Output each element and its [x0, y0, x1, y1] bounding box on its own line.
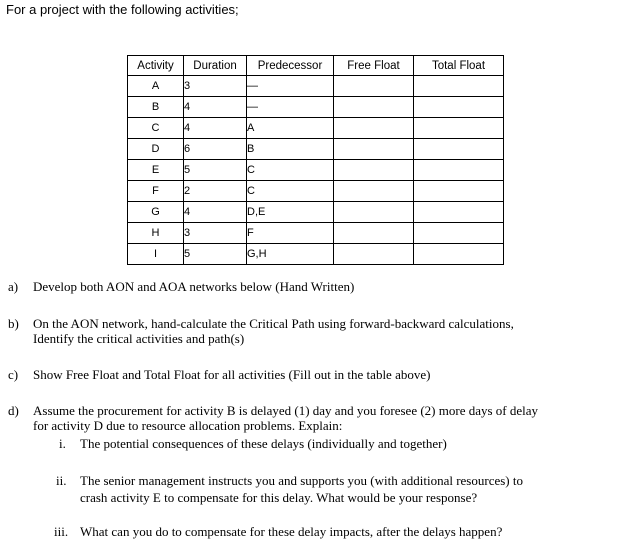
table-row [128, 139, 504, 160]
cell-duration: 4 [184, 118, 247, 139]
header-activity: Activity [128, 56, 184, 76]
subquestion-text: The potential consequences of these delays (individually and together) [80, 436, 447, 451]
header-total-float: Total Float [414, 56, 504, 76]
question-label: d) [8, 403, 19, 418]
cell-duration: 4 [184, 97, 247, 118]
cell-duration: 3 [184, 76, 247, 97]
cell-predecessor: C [247, 160, 334, 181]
cell-duration: 5 [184, 244, 247, 265]
cell-predecessor: D,E [247, 202, 334, 223]
cell-duration: 6 [184, 139, 247, 160]
subquestion-text: crash activity E to compensate for this delay. What would be your response? [80, 490, 478, 505]
cell-predecessor: F [247, 223, 334, 244]
cell-predecessor: A [247, 118, 334, 139]
cell-activity: A [128, 76, 184, 97]
header-predecessor: Predecessor [247, 56, 334, 76]
table-row [128, 223, 504, 244]
table-row [128, 202, 504, 223]
cell-total-float[interactable] [414, 76, 504, 97]
cell-predecessor: — [247, 76, 334, 97]
cell-duration: 2 [184, 181, 247, 202]
cell-total-float[interactable] [414, 160, 504, 181]
table-row [128, 118, 504, 139]
table-row [128, 76, 504, 97]
cell-total-float[interactable] [414, 202, 504, 223]
cell-activity: B [128, 97, 184, 118]
cell-predecessor: C [247, 181, 334, 202]
cell-total-float[interactable] [414, 244, 504, 265]
cell-predecessor: G,H [247, 244, 334, 265]
question-text: On the AON network, hand-calculate the Critical Path using forward-backward calculations, [33, 316, 514, 331]
question-label: c) [8, 367, 19, 382]
cell-free-float[interactable] [334, 202, 414, 223]
question-label: a) [8, 279, 19, 294]
cell-total-float[interactable] [414, 181, 504, 202]
intro-text: For a project with the following activities; [6, 2, 239, 17]
activity-table [127, 55, 504, 265]
table-row [128, 97, 504, 118]
cell-free-float[interactable] [334, 223, 414, 244]
subquestion-text: What can you do to compensate for these delay impacts, after the delays happen? [80, 524, 503, 539]
cell-total-float[interactable] [414, 139, 504, 160]
cell-total-float[interactable] [414, 118, 504, 139]
cell-activity: E [128, 160, 184, 181]
subquestion-text: The senior management instructs you and supports you (with additional resources) to [80, 473, 523, 488]
question-text: Identify the critical activities and path(s) [33, 331, 245, 346]
cell-activity: C [128, 118, 184, 139]
subquestion-label: i. [59, 436, 66, 451]
cell-duration: 4 [184, 202, 247, 223]
cell-free-float[interactable] [334, 181, 414, 202]
cell-free-float[interactable] [334, 139, 414, 160]
question-text: Develop both AON and AOA networks below (Hand Written) [33, 279, 355, 294]
question-text: Show Free Float and Total Float for all activities (Fill out in the table above) [33, 367, 431, 382]
cell-predecessor: B [247, 139, 334, 160]
cell-free-float[interactable] [334, 244, 414, 265]
question-text: for activity D due to resource allocation problems. Explain: [33, 418, 343, 433]
cell-predecessor: — [247, 97, 334, 118]
cell-total-float[interactable] [414, 97, 504, 118]
cell-activity: G [128, 202, 184, 223]
table-row [128, 181, 504, 202]
cell-total-float[interactable] [414, 223, 504, 244]
table-row [128, 244, 504, 265]
cell-duration: 5 [184, 160, 247, 181]
question-label: b) [8, 316, 19, 331]
header-free-float: Free Float [334, 56, 414, 76]
cell-activity: H [128, 223, 184, 244]
header-duration: Duration [184, 56, 247, 76]
cell-free-float[interactable] [334, 76, 414, 97]
cell-free-float[interactable] [334, 160, 414, 181]
cell-activity: F [128, 181, 184, 202]
cell-duration: 3 [184, 223, 247, 244]
table-header-row [128, 56, 504, 76]
subquestion-label: ii. [56, 473, 67, 488]
subquestion-label: iii. [54, 524, 69, 539]
cell-activity: I [128, 244, 184, 265]
cell-activity: D [128, 139, 184, 160]
question-text: Assume the procurement for activity B is delayed (1) day and you foresee (2) more days of delay [33, 403, 539, 418]
cell-free-float[interactable] [334, 118, 414, 139]
cell-free-float[interactable] [334, 97, 414, 118]
table-row [128, 160, 504, 181]
